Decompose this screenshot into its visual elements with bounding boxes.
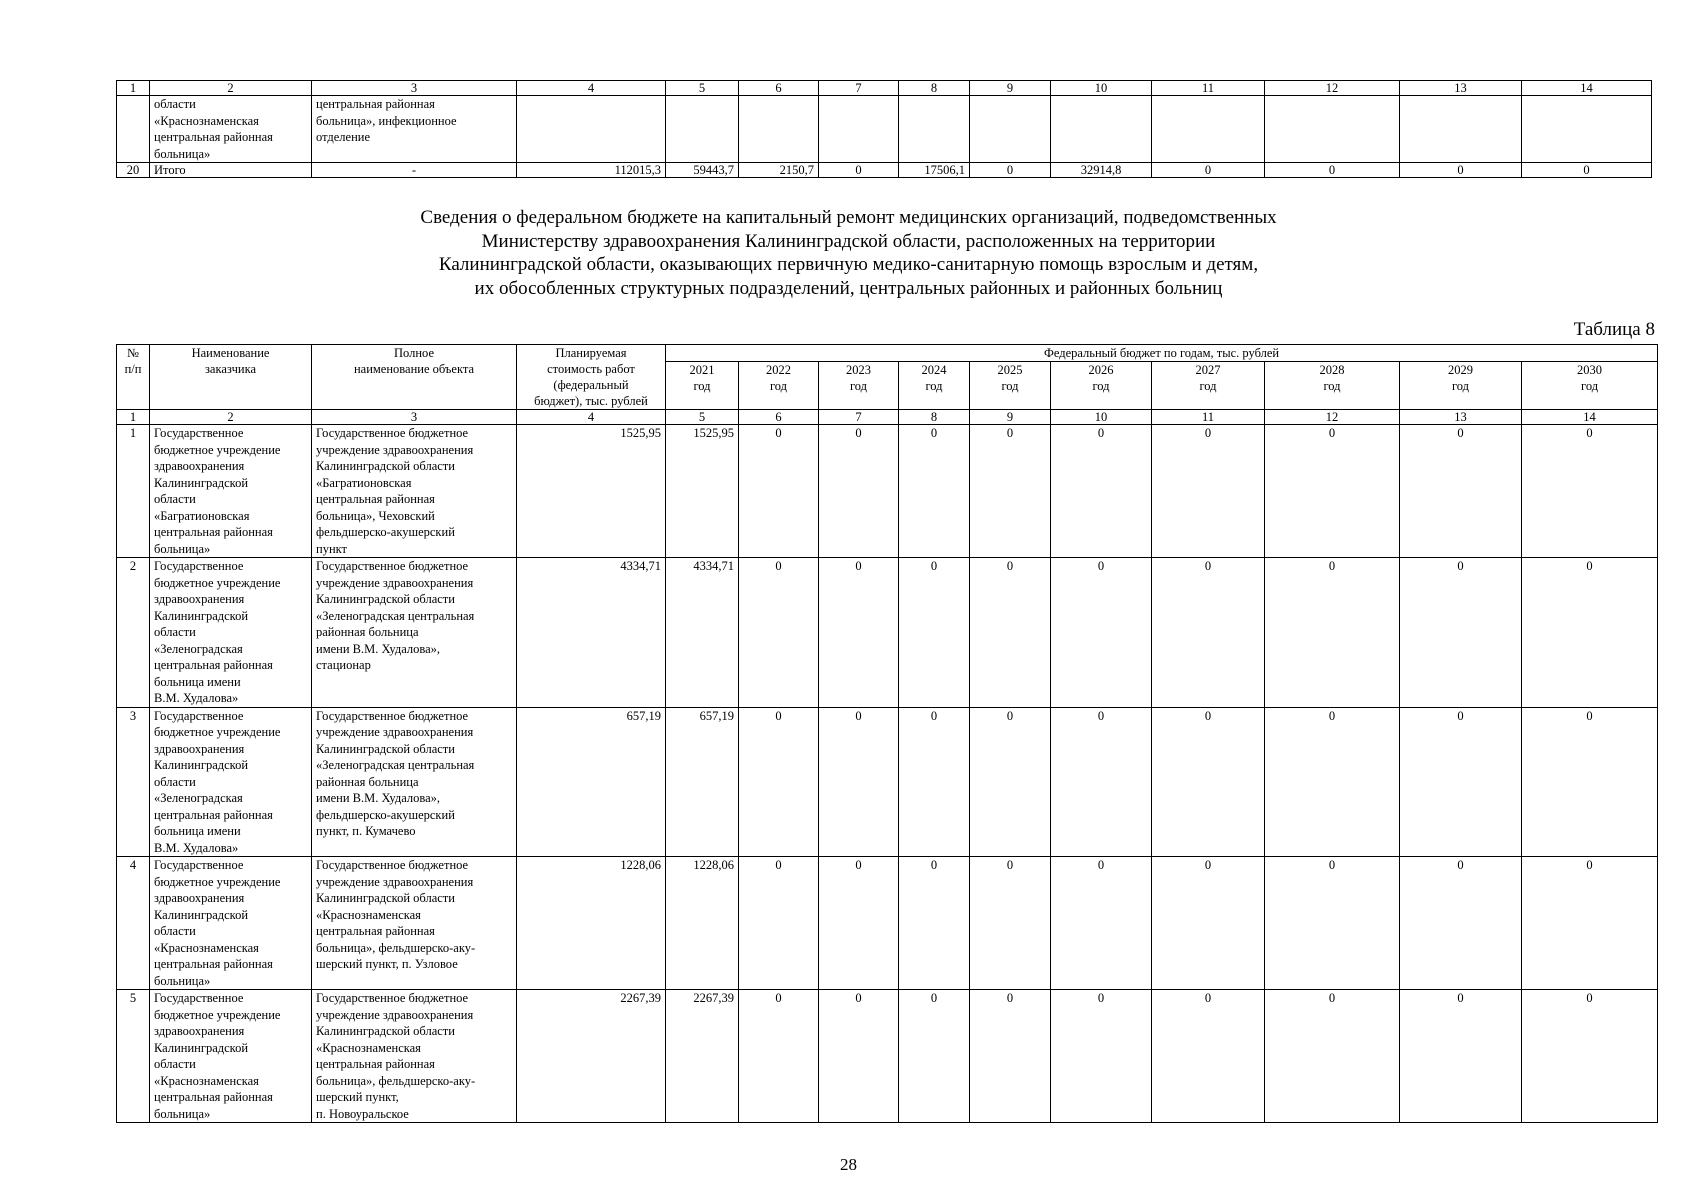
column-number: 9: [970, 410, 1051, 425]
year-header: 2030 год: [1522, 362, 1658, 410]
total-row: [117, 163, 1652, 178]
year-value: 0: [1152, 707, 1265, 857]
year-header: 2028 год: [1265, 362, 1400, 410]
column-number: 9: [970, 81, 1051, 96]
year-header: 2024 год: [899, 362, 970, 410]
header-row: [117, 345, 1658, 362]
year-value: 4334,71: [666, 558, 739, 708]
column-number: 6: [739, 410, 819, 425]
column-number: 12: [1265, 81, 1400, 96]
row-number: 20: [117, 163, 150, 178]
table-cell: [970, 96, 1051, 163]
year-header: 2029 год: [1400, 362, 1522, 410]
column-number: 5: [666, 81, 739, 96]
year-header: 2027 год: [1152, 362, 1265, 410]
year-header: 2025 год: [970, 362, 1051, 410]
table-cell: [517, 96, 666, 163]
object-cell: Государственное бюджетное учреждение здравоохранения Калининградской области «Краснознаменская центральная районная больница», фельдшерско-аку- шерский пункт, п. Новоуральское: [312, 990, 517, 1123]
year-value: 0: [1522, 707, 1658, 857]
title-line: Сведения о федеральном бюджете на капитальный ремонт медицинских организаций, подведомственных: [420, 207, 1277, 228]
table-row: [117, 857, 1658, 990]
table-cell: [1152, 96, 1265, 163]
cost-cell: 1228,06: [517, 857, 666, 990]
year-value: 0: [1265, 425, 1400, 558]
column-number: 10: [1051, 81, 1152, 96]
cost-cell: 657,19: [517, 707, 666, 857]
year-value: 0: [739, 425, 819, 558]
column-number: 5: [666, 410, 739, 425]
column-number: 3: [312, 410, 517, 425]
budget-table: [116, 344, 1658, 1123]
year-value: 0: [1051, 707, 1152, 857]
table-cell: [739, 96, 819, 163]
year-value: 0: [739, 990, 819, 1123]
object-cell: центральная районная больница», инфекционное отделение: [312, 96, 517, 163]
title-line: Калининградской области, оказывающих первичную медико-санитарную помощь взрослым и детям,: [438, 254, 1259, 275]
year-value: 0: [1522, 425, 1658, 558]
year-value: 0: [1152, 857, 1265, 990]
continuation-table: [116, 80, 1652, 178]
budget-group-header: Федеральный бюджет по годам, тыс. рублей: [666, 345, 1658, 362]
object-cell: Государственное бюджетное учреждение здравоохранения Калининградской области «Краснознаменская центральная районная больница», фельдшерско-аку- шерский пункт, п. Узловое: [312, 857, 517, 990]
row-number: 1: [117, 425, 150, 558]
year-value: 0: [1051, 990, 1152, 1123]
column-number: 6: [739, 81, 819, 96]
column-number: 13: [1400, 410, 1522, 425]
continuation-row: [117, 96, 1652, 163]
column-number: 12: [1265, 410, 1400, 425]
year-value: 0: [1265, 990, 1400, 1123]
column-number: 13: [1400, 81, 1522, 96]
column-number: 2: [150, 81, 312, 96]
year-value: 0: [970, 857, 1051, 990]
year-value: 0: [1152, 425, 1265, 558]
column-number: 8: [899, 410, 970, 425]
year-value: 0: [899, 857, 970, 990]
object-cell: Государственное бюджетное учреждение здравоохранения Калининградской области «Зеленоградская центральная районная больница имени В.М. Худалова», стационар: [312, 558, 517, 708]
total-value: 17506,1: [899, 163, 970, 178]
column-number: 1: [117, 410, 150, 425]
column-number: 14: [1522, 410, 1658, 425]
cost-cell: 4334,71: [517, 558, 666, 708]
year-value: 0: [1051, 558, 1152, 708]
column-number: 10: [1051, 410, 1152, 425]
cost-cell: 2267,39: [517, 990, 666, 1123]
year-value: 0: [1400, 707, 1522, 857]
table-cell: [819, 96, 899, 163]
year-header: 2023 год: [819, 362, 899, 410]
customer-cell: Государственное бюджетное учреждение здравоохранения Калининградской области «Краснознаменская центральная районная больница»: [150, 990, 312, 1123]
customer-cell: Государственное бюджетное учреждение здравоохранения Калининградской области «Краснознаменская центральная районная больница»: [150, 857, 312, 990]
year-value: 0: [1051, 857, 1152, 990]
row-number: 4: [117, 857, 150, 990]
year-value: 0: [1265, 558, 1400, 708]
year-value: 0: [1152, 990, 1265, 1123]
column-number: 7: [819, 410, 899, 425]
year-value: 0: [899, 425, 970, 558]
column-number: 4: [517, 81, 666, 96]
column-number: 11: [1152, 410, 1265, 425]
year-header: 2021 год: [666, 362, 739, 410]
year-value: 0: [899, 707, 970, 857]
title-line: их обособленных структурных подразделений, центральных районных и районных больниц: [474, 277, 1223, 299]
column-number-row: [117, 410, 1658, 425]
year-value: 0: [1400, 990, 1522, 1123]
year-value: 0: [1152, 558, 1265, 708]
year-value: 0: [1400, 558, 1522, 708]
column-number-row: [117, 81, 1652, 96]
table-cell: [1051, 96, 1152, 163]
title-line: Министерству здравоохранения Калининградской области, расположенных на территории: [481, 230, 1216, 252]
table-row: [117, 558, 1658, 708]
year-value: 0: [819, 857, 899, 990]
year-value: 0: [739, 857, 819, 990]
column-number: 11: [1152, 81, 1265, 96]
year-value: 657,19: [666, 707, 739, 857]
year-header: 2022 год: [739, 362, 819, 410]
table-cell: [666, 96, 739, 163]
year-value: 0: [1522, 990, 1658, 1123]
total-value: 0: [1265, 163, 1400, 178]
table-cell: [1522, 96, 1652, 163]
year-value: 0: [970, 707, 1051, 857]
year-value: 0: [899, 558, 970, 708]
table-label: Таблица 8: [1573, 319, 1655, 340]
table-cell: [899, 96, 970, 163]
year-value: 1525,95: [666, 425, 739, 558]
customer-cell: Государственное бюджетное учреждение здравоохранения Калининградской области «Багратионовская центральная районная больница»: [150, 425, 312, 558]
customer-cell: Государственное бюджетное учреждение здравоохранения Калининградской области «Зеленоградская центральная районная больница имени В.М. Худалова»: [150, 558, 312, 708]
object-cell: Государственное бюджетное учреждение здравоохранения Калининградской области «Зеленоградская центральная районная больница имени В.М. Худалова», фельдшерско-акушерский пункт, п. Кумачево: [312, 707, 517, 857]
object-header: Полное наименование объекта: [312, 345, 517, 410]
year-value: 0: [819, 707, 899, 857]
num-header: № п/п: [117, 345, 150, 410]
customer-cell: области «Краснознаменская центральная районная больница»: [150, 96, 312, 163]
customer-cell: Государственное бюджетное учреждение здравоохранения Калининградской области «Зеленоградская центральная районная больница имени В.М. Худалова»: [150, 707, 312, 857]
year-value: 0: [1400, 857, 1522, 990]
year-value: 0: [1522, 857, 1658, 990]
total-value: 2150,7: [739, 163, 819, 178]
table-cell: -: [312, 163, 517, 178]
table-cell: [117, 96, 150, 163]
total-value: 59443,7: [666, 163, 739, 178]
row-number: 5: [117, 990, 150, 1123]
year-value: 0: [1265, 707, 1400, 857]
column-number: 8: [899, 81, 970, 96]
cost-cell: 1525,95: [517, 425, 666, 558]
column-number: 7: [819, 81, 899, 96]
total-value: 112015,3: [517, 163, 666, 178]
year-value: 1228,06: [666, 857, 739, 990]
total-value: 0: [1400, 163, 1522, 178]
cost-header: Планируемая стоимость работ (федеральный бюджет), тыс. рублей: [517, 345, 666, 410]
customer-header: Наименование заказчика: [150, 345, 312, 410]
year-value: 0: [739, 707, 819, 857]
table-row: [117, 990, 1658, 1123]
year-value: 0: [1265, 857, 1400, 990]
column-number: 4: [517, 410, 666, 425]
year-value: 0: [970, 990, 1051, 1123]
page-number: 28: [840, 1155, 857, 1174]
table-row: [117, 425, 1658, 558]
year-value: 0: [899, 990, 970, 1123]
total-value: 0: [970, 163, 1051, 178]
row-number: 3: [117, 707, 150, 857]
document-title: [0, 206, 1697, 300]
year-value: 0: [1522, 558, 1658, 708]
year-value: 0: [819, 425, 899, 558]
year-value: 2267,39: [666, 990, 739, 1123]
year-value: 0: [739, 558, 819, 708]
column-number: 14: [1522, 81, 1652, 96]
year-header: 2026 год: [1051, 362, 1152, 410]
column-number: 3: [312, 81, 517, 96]
total-value: 32914,8: [1051, 163, 1152, 178]
row-number: 2: [117, 558, 150, 708]
year-value: 0: [819, 558, 899, 708]
year-value: 0: [819, 990, 899, 1123]
year-value: 0: [970, 558, 1051, 708]
total-value: 0: [1522, 163, 1652, 178]
column-number: 1: [117, 81, 150, 96]
total-value: 0: [1152, 163, 1265, 178]
object-cell: Государственное бюджетное учреждение здравоохранения Калининградской области «Багратионовская центральная районная больница», Чеховский фельдшерско-акушерский пункт: [312, 425, 517, 558]
total-label: Итого: [150, 163, 312, 178]
table-cell: [1265, 96, 1400, 163]
table-row: [117, 707, 1658, 857]
year-value: 0: [1400, 425, 1522, 558]
total-value: 0: [819, 163, 899, 178]
table-cell: [1400, 96, 1522, 163]
year-value: 0: [1051, 425, 1152, 558]
column-number: 2: [150, 410, 312, 425]
year-value: 0: [970, 425, 1051, 558]
